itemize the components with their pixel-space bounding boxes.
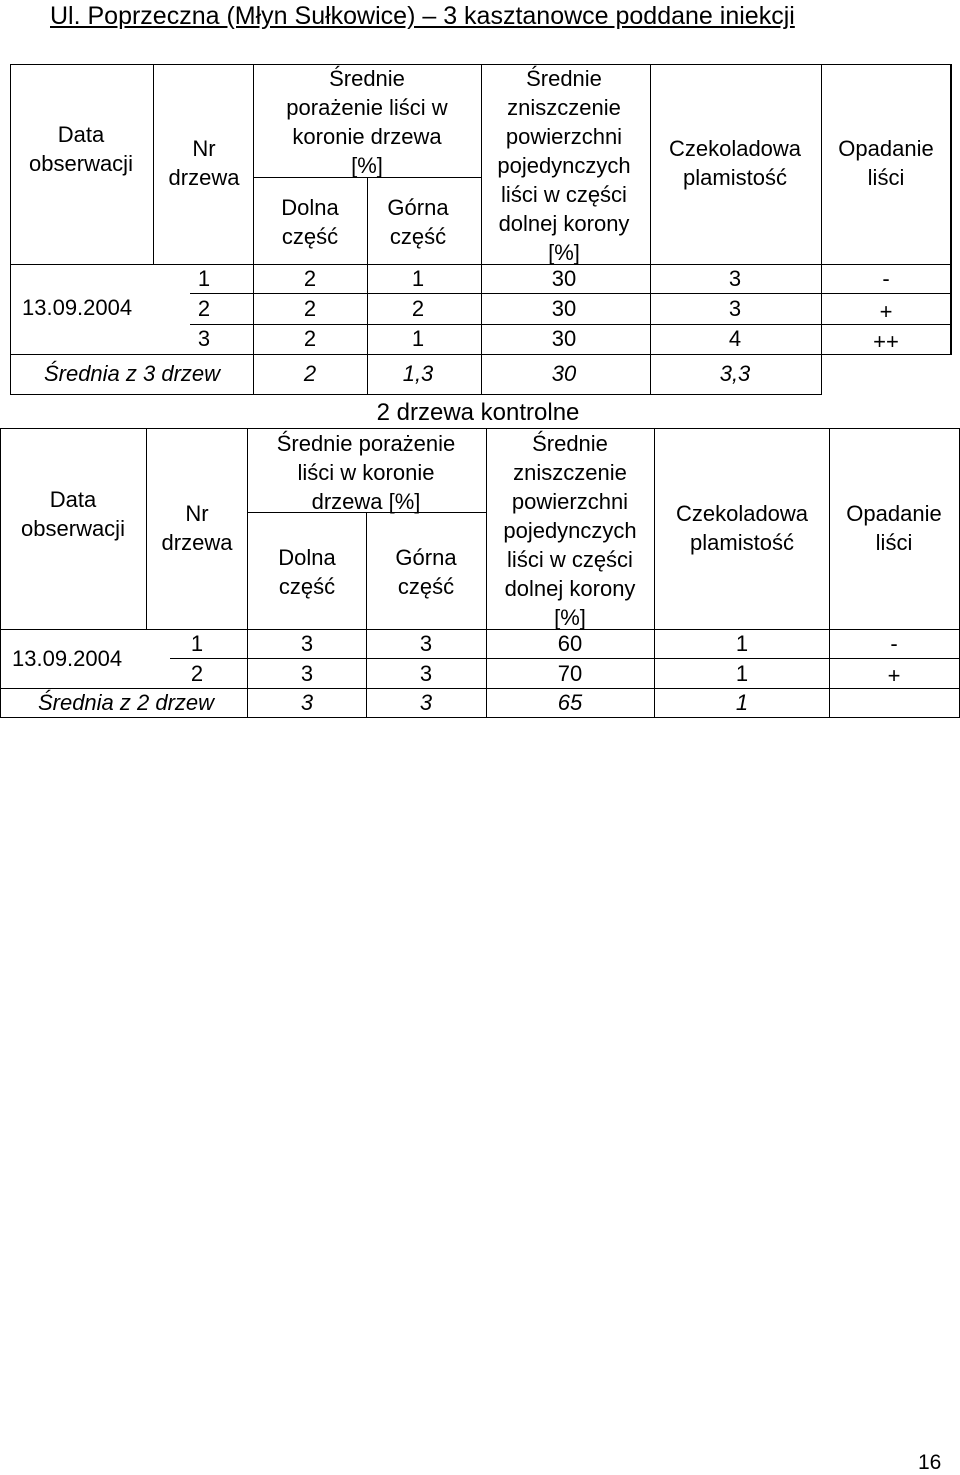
grid-line [821,354,822,395]
header-tree-number: Nr drzewa [161,501,233,555]
header-date: Data obserwacji [21,487,125,541]
empty-cell [822,355,952,395]
tree-number: 1 [190,631,204,656]
header-crown-damage: Średnie porażenie liści w koronie drzewa [%] [276,431,456,514]
average-lower-part: 2 [303,361,317,386]
leaf-fall-value: + [887,663,901,688]
header-crown-damage: Średnie porażenie liści w koronie drzewa [%] [286,66,448,178]
observation-date: 13.09.2004 [22,295,133,320]
chocolate-spot-value: 3 [728,296,742,321]
average-chocolate-spot: 3,3 [719,361,751,386]
grid-line [367,177,368,395]
grid-line [10,354,951,355]
grid-line [247,428,248,718]
header-leaf-surface-damage: Średnie zniszczenie powierzchni pojedynczych liści w części dolnej korony [%] [497,66,631,265]
observation-date: 13.09.2004 [12,646,123,671]
average-label: Średnia z 3 drzew [43,361,221,386]
grid-line [821,64,822,395]
lower-part-value: 3 [300,661,314,686]
leaf-fall-value: + [879,299,893,324]
lower-part-value: 3 [300,631,314,656]
upper-part-value: 3 [419,661,433,686]
tree-number: 2 [197,296,211,321]
lower-part-value: 2 [303,296,317,321]
lower-part-value: 2 [303,266,317,291]
chocolate-spot-value: 3 [728,266,742,291]
grid-line [654,428,655,718]
average-upper-part: 3 [419,690,433,715]
chocolate-spot-value: 4 [728,326,742,351]
upper-part-value: 3 [419,631,433,656]
grid-line [0,629,960,630]
header-upper-part: Górna część [395,545,457,599]
table-border [0,428,960,718]
upper-part-value: 1 [411,266,425,291]
upper-part-value: 2 [411,296,425,321]
tree-number: 2 [190,661,204,686]
grid-line [153,64,154,264]
average-chocolate-spot: 1 [735,690,749,715]
grid-line [481,64,482,395]
tree-number: 3 [197,326,211,351]
surface-damage-value: 30 [551,266,577,291]
header-leaf-fall: Opadanie liści [838,136,934,190]
grid-line [650,64,651,395]
surface-damage-value: 30 [551,326,577,351]
grid-line [10,264,951,265]
header-lower-part: Dolna część [278,545,336,599]
average-lower-part: 3 [300,690,314,715]
header-tree-number: Nr drzewa [168,136,240,190]
average-surface-damage: 65 [557,690,583,715]
chocolate-spot-value: 1 [735,661,749,686]
grid-line [951,64,952,355]
surface-damage-value: 70 [557,661,583,686]
leaf-fall-value: - [890,631,898,656]
grid-line [253,64,254,395]
page-number: 16 [918,1451,942,1474]
header-date: Data obserwacji [29,122,133,176]
header-upper-part: Górna część [387,195,449,249]
header-lower-part: Dolna część [281,195,339,249]
average-upper-part: 1,3 [402,361,434,386]
average-label: Średnia z 2 drzew [37,690,215,715]
average-surface-damage: 30 [551,361,577,386]
header-chocolate-spot: Czekoladowa plamistość [675,501,809,555]
grid-line [829,428,830,718]
grid-line [146,428,147,629]
header-leaf-fall: Opadanie liści [846,501,942,555]
control-trees-caption: 2 drzewa kontrolne [376,399,580,426]
leaf-fall-value: ++ [873,329,899,354]
chocolate-spot-value: 1 [735,631,749,656]
surface-damage-value: 60 [557,631,583,656]
lower-part-value: 2 [303,326,317,351]
grid-line [486,428,487,718]
header-leaf-surface-damage: Średnie zniszczenie powierzchni pojedynczych liści w części dolnej korony [%] [503,431,637,630]
surface-damage-value: 30 [551,296,577,321]
leaf-fall-value: - [882,266,890,291]
header-chocolate-spot: Czekoladowa plamistość [668,136,802,190]
tree-number: 1 [197,266,211,291]
upper-part-value: 1 [411,326,425,351]
page-title: Ul. Poprzeczna (Młyn Sułkowice) – 3 kasztanowce poddane iniekcji [50,2,795,30]
